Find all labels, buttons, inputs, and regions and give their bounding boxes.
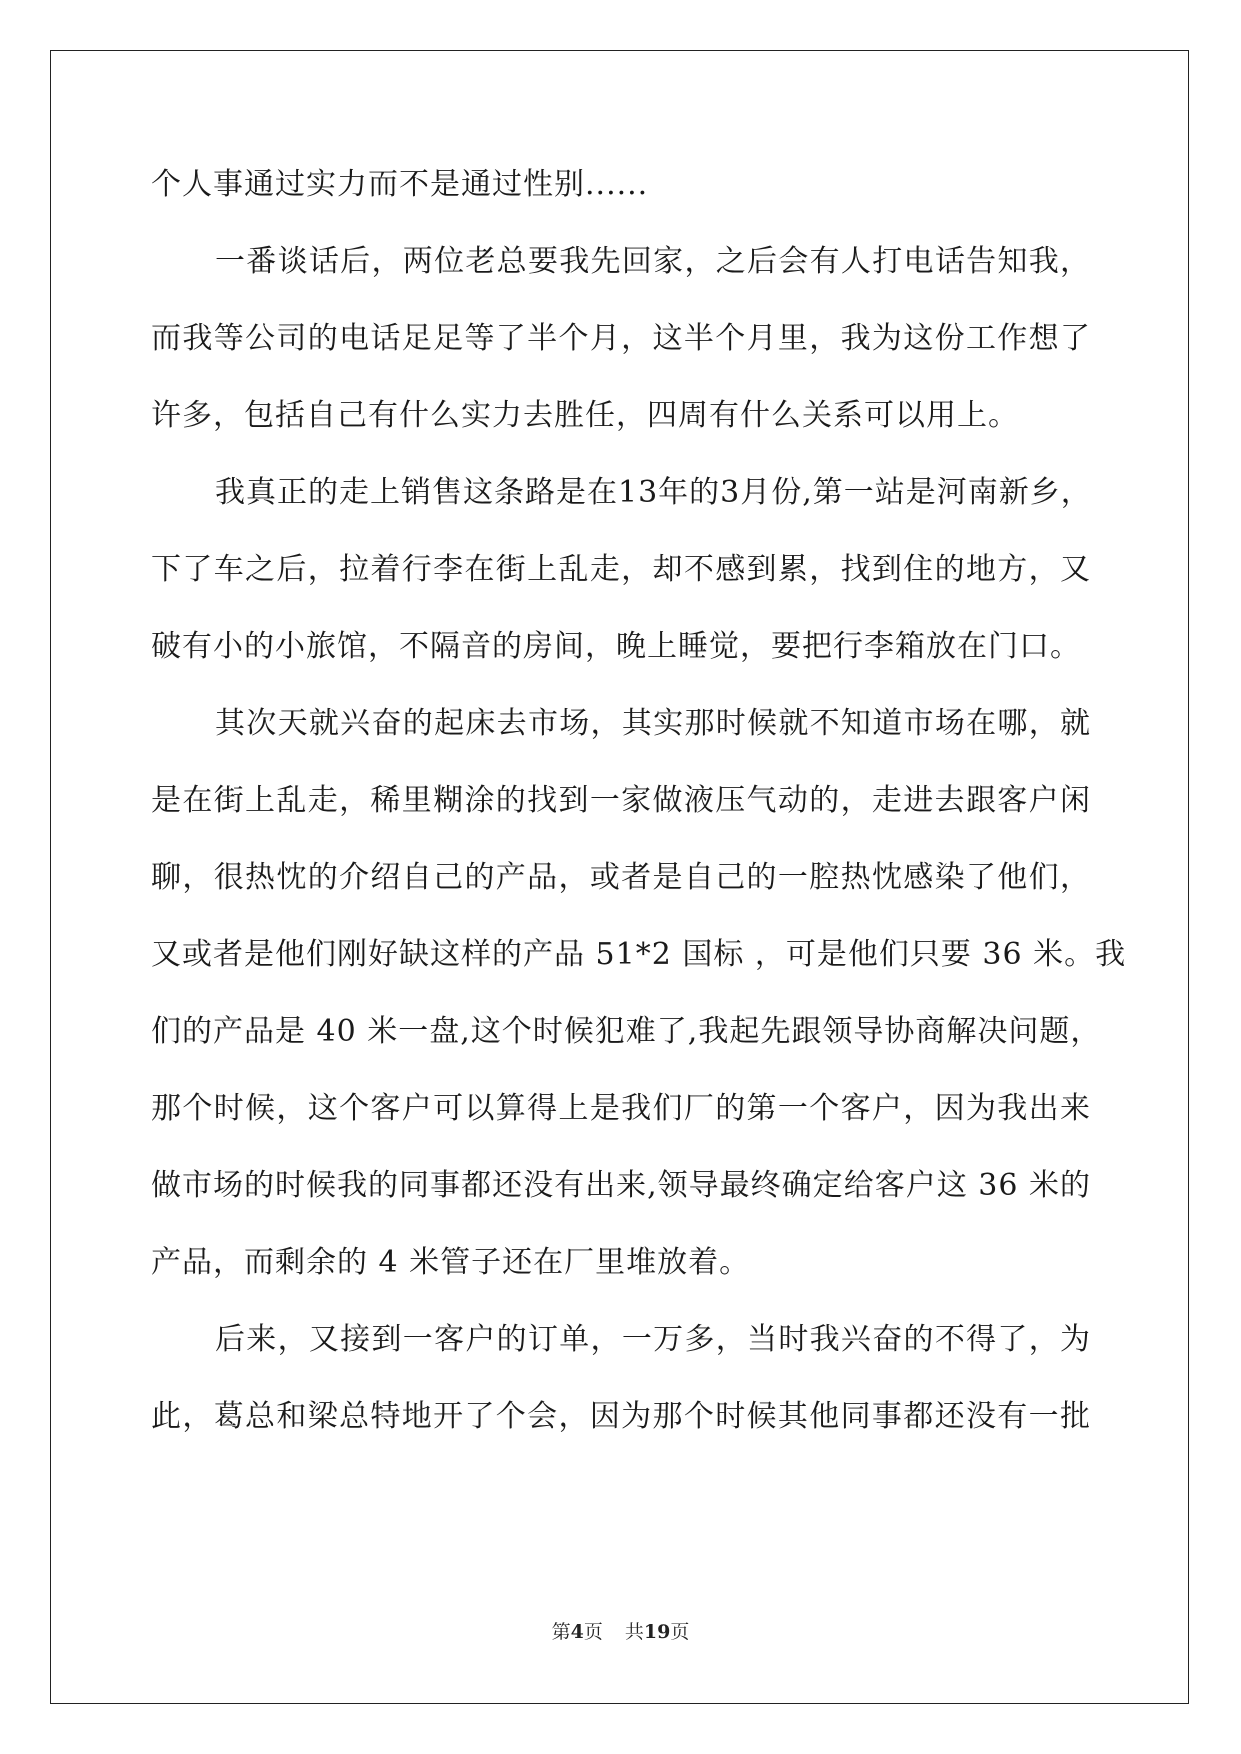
text-line: 们的产品是 40 米一盘,这个时候犯难了,我起先跟领导协商解决问题， bbox=[151, 1014, 1102, 1049]
paragraph-first-line: 后来，又接到一客户的订单，一万多，当时我兴奋的不得了，为 bbox=[215, 1322, 1091, 1357]
text-line: 个人事通过实力而不是通过性别...... bbox=[151, 167, 649, 202]
text-line: 是在街上乱走，稀里糊涂的找到一家做液压气动的，走进去跟客户闲 bbox=[151, 783, 1091, 818]
text-line: 产品，而剩余的 4 米管子还在厂里堆放着。 bbox=[151, 1245, 751, 1280]
text-line: 做市场的时候我的同事都还没有出来,领导最终确定给客户这 36 米的 bbox=[151, 1168, 1091, 1203]
total-pages: 19 bbox=[643, 1621, 671, 1643]
paragraph-first-line: 其次天就兴奋的起床去市场，其实那时候就不知道市场在哪，就 bbox=[215, 706, 1091, 741]
text-line: 破有小的小旅馆，不隔音的房间，晚上睡觉，要把行李箱放在门口。 bbox=[151, 629, 1081, 664]
paragraph-first-line: 我真正的走上销售这条路是在13年的3月份,第一站是河南新乡， bbox=[215, 475, 1092, 510]
text-line: 聊，很热忱的介绍自己的产品，或者是自己的一腔热忱感染了他们， bbox=[151, 860, 1091, 895]
text-line: 又或者是他们刚好缺这样的产品 51*2 国标 ，可是他们只要 36 米。我 bbox=[151, 937, 1127, 972]
total-prefix: 共 bbox=[624, 1621, 644, 1643]
text-line: 此，葛总和梁总特地开了个会，因为那个时候其他同事都还没有一批 bbox=[151, 1399, 1091, 1434]
total-suffix: 页 bbox=[670, 1621, 690, 1643]
paragraph-first-line: 一番谈话后，两位老总要我先回家，之后会有人打电话告知我， bbox=[215, 244, 1091, 279]
page-suffix: 页 bbox=[583, 1621, 603, 1643]
text-line: 许多，包括自己有什么实力去胜任，四周有什么关系可以用上。 bbox=[151, 398, 1019, 433]
text-line: 那个时候，这个客户可以算得上是我们厂的第一个客户，因为我出来 bbox=[151, 1091, 1091, 1126]
page-footer bbox=[0, 1620, 1241, 1644]
text-line: 下了车之后，拉着行李在街上乱走，却不感到累，找到住的地方，又 bbox=[151, 552, 1091, 587]
page-number: 4 bbox=[570, 1621, 584, 1643]
text-line: 而我等公司的电话足足等了半个月，这半个月里，我为这份工作想了 bbox=[151, 321, 1091, 356]
page-prefix: 第 bbox=[551, 1621, 571, 1643]
